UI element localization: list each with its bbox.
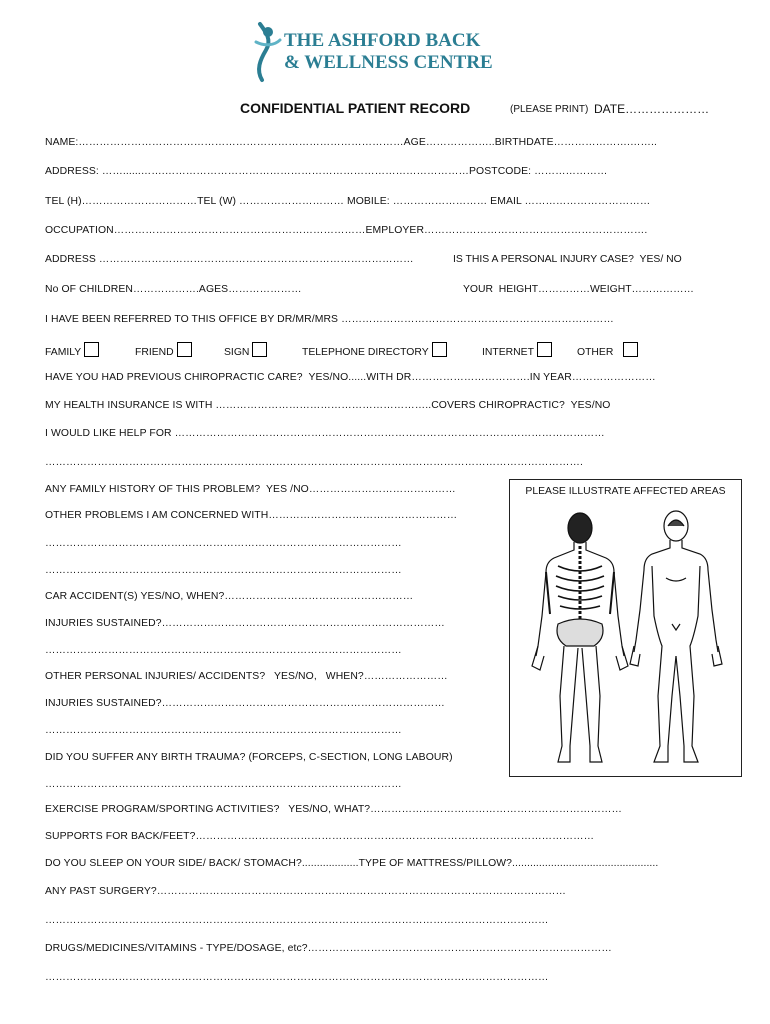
supports-line[interactable]: SUPPORTS FOR BACK/FEET?……………………………………………………………………………………………………: [45, 831, 595, 842]
referral-telephone-label: TELEPHONE DIRECTORY: [302, 347, 429, 358]
referral-other-label: OTHER: [577, 347, 614, 358]
please-print-note: (PLEASE PRINT): [510, 104, 589, 115]
family-checkbox[interactable]: [84, 342, 99, 357]
referral-friend-label: FRIEND: [135, 347, 174, 358]
clinic-logo: [246, 20, 493, 84]
family-history-line[interactable]: ANY FAMILY HISTORY OF THIS PROBLEM? YES /NO……………………………………: [45, 484, 456, 495]
referral-telephone-directory[interactable]: [302, 342, 447, 358]
help-for-continuation-line[interactable]: ……………………………………………………………………………………………………………………………………….: [45, 457, 584, 468]
page-title: CONFIDENTIAL PATIENT RECORD: [240, 100, 471, 116]
address-postcode-line[interactable]: ADDRESS: ……......…….……………………………………………………………………………POSTCODE: …………………: [45, 166, 608, 177]
blank-line[interactable]: …………………………………………………………………………………………: [45, 565, 402, 576]
friend-checkbox[interactable]: [177, 342, 192, 357]
blank-line[interactable]: …………………………………………………………………………………………: [45, 725, 402, 736]
height-weight-line[interactable]: YOUR HEIGHT……………WEIGHT………………: [463, 284, 694, 295]
affected-areas-title: PLEASE ILLUSTRATE AFFECTED AREAS: [525, 486, 726, 497]
referral-internet-label: INTERNET: [482, 347, 534, 358]
other-checkbox[interactable]: [623, 342, 638, 357]
blank-line[interactable]: …………………………………………………………………………………………: [45, 645, 402, 656]
other-problems-line[interactable]: OTHER PROBLEMS I AM CONCERNED WITH………………………………………………: [45, 510, 458, 521]
blank-line[interactable]: ………………………………………………………………………………………………………………………………: [45, 915, 549, 926]
injuries-sustained-line[interactable]: INJURIES SUSTAINED?………………………………………………………………………: [45, 698, 445, 709]
logo-figure-icon: [246, 20, 286, 84]
telephone-line[interactable]: TEL (H)……………………………TEL (W) ………………………… MOBILE: ……………………… EMAIL ………………………………: [45, 196, 651, 207]
sleep-mattress-line[interactable]: DO YOU SLEEP ON YOUR SIDE/ BACK/ STOMACH?...................TYPE OF MATTRESS/PILLOW?.................................................: [45, 858, 659, 869]
employer-address-line[interactable]: ADDRESS ………………………………………………………………………………: [45, 254, 414, 265]
birth-trauma-line[interactable]: DID YOU SUFFER ANY BIRTH TRAUMA? (FORCEPS, C-SECTION, LONG LABOUR): [45, 752, 453, 763]
internet-checkbox[interactable]: [537, 342, 552, 357]
referral-other[interactable]: [577, 342, 638, 358]
logo-line-2: & WELLNESS CENTRE: [284, 52, 493, 73]
injuries-sustained-line[interactable]: INJURIES SUSTAINED?………………………………………………………………………: [45, 618, 445, 629]
blank-line[interactable]: …………………………………………………………………………………………: [45, 538, 402, 549]
previous-chiropractic-line[interactable]: HAVE YOU HAD PREVIOUS CHIROPRACTIC CARE? YES/NO......WITH DR…………………………….IN YEAR……………………: [45, 372, 656, 383]
other-injuries-line[interactable]: OTHER PERSONAL INJURIES/ ACCIDENTS? YES/NO, WHEN?……………………: [45, 671, 448, 682]
referral-sign[interactable]: [224, 342, 267, 358]
health-insurance-line[interactable]: MY HEALTH INSURANCE IS WITH ……………………………………………………..COVERS CHIROPRACTIC? YES/NO: [45, 400, 611, 411]
occupation-employer-line[interactable]: OCCUPATION………………………………………………………………EMPLOYER……………………………………………………….: [45, 225, 648, 236]
injury-case-question[interactable]: IS THIS A PERSONAL INJURY CASE? YES/ NO: [453, 254, 682, 265]
sign-checkbox[interactable]: [252, 342, 267, 357]
referral-internet[interactable]: [482, 342, 552, 358]
name-age-birthdate-line[interactable]: NAME:…………………………………………………………………………………AGE………………..BIRTHDATE………………….……..: [45, 137, 657, 148]
drugs-medicines-line[interactable]: DRUGS/MEDICINES/VITAMINS - TYPE/DOSAGE, etc?……………………………………………………………………………: [45, 943, 612, 954]
blank-line[interactable]: …………………………………………………………………………………………: [45, 779, 402, 790]
blank-line[interactable]: ………………………………………………………………………………………………………………………………: [45, 972, 549, 983]
logo-line-1: THE ASHFORD BACK: [284, 30, 481, 51]
date-field[interactable]: DATE…………………: [594, 102, 710, 116]
children-line[interactable]: No OF CHILDREN……………….AGES…………………: [45, 284, 302, 295]
past-surgery-line[interactable]: ANY PAST SURGERY?………………………………………………………………………………………………………: [45, 886, 566, 897]
telephone-directory-checkbox[interactable]: [432, 342, 447, 357]
exercise-line[interactable]: EXERCISE PROGRAM/SPORTING ACTIVITIES? YES/NO, WHAT?………………………………………………………………: [45, 804, 622, 815]
help-for-line[interactable]: I WOULD LIKE HELP FOR ……………………………………………………………………………………………………………: [45, 428, 605, 439]
body-diagram-icon[interactable]: [518, 506, 732, 770]
affected-areas-box[interactable]: [509, 479, 742, 777]
car-accident-line[interactable]: CAR ACCIDENT(S) YES/NO, WHEN?………………………………………………: [45, 591, 414, 602]
referral-sign-label: SIGN: [224, 347, 250, 358]
referral-family[interactable]: [45, 342, 99, 358]
referred-by-line[interactable]: I HAVE BEEN REFERRED TO THIS OFFICE BY DR/MR/MRS ……………………………………………………………………: [45, 314, 614, 325]
referral-friend[interactable]: [135, 342, 192, 358]
referral-family-label: FAMILY: [45, 347, 82, 358]
